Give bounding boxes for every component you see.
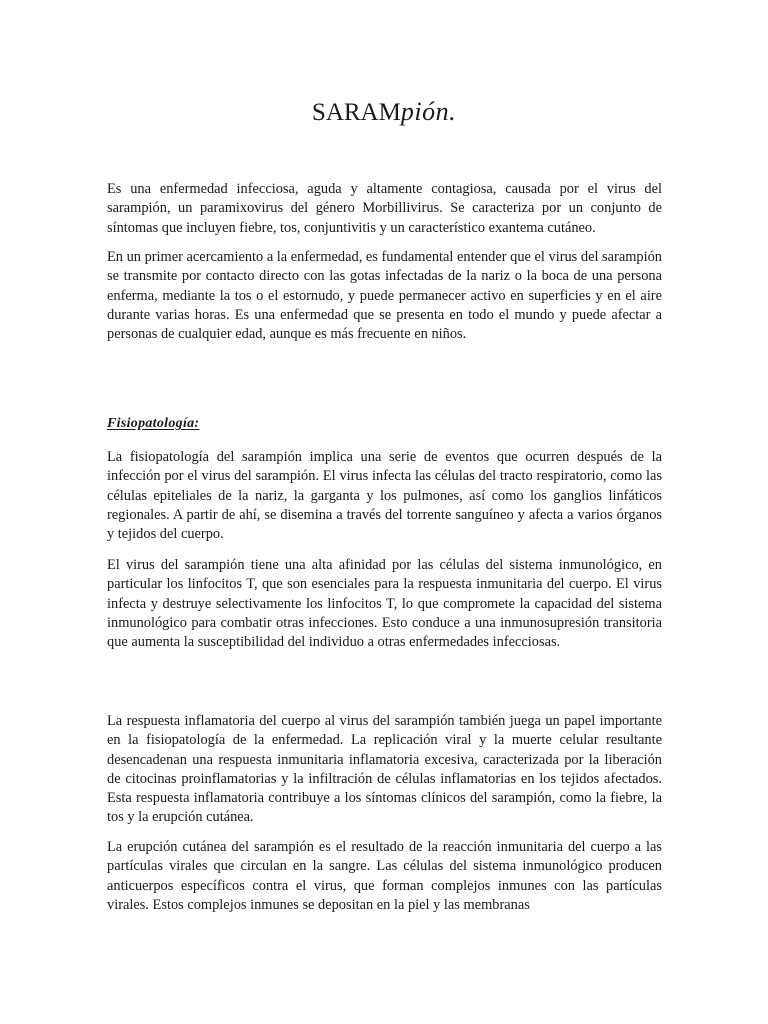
intro-paragraph-2: En un primer acercamiento a la enfermedad, es fundamental entender que el virus del sarampión se transmite por contacto directo con las gotas infectadas de la nariz o la boca de una persona enferma, mediante la tos o el estornudo, y puede permanecer activo en superficies y en el aire durante varias horas. Es una enfermedad que se presenta en todo el mundo y puede afectar a personas de cualquier edad, aunque es más frecuente en niños. — [107, 249, 663, 343]
title-script-text: pión. — [400, 97, 457, 126]
title-plain-text: SARAM — [311, 99, 401, 126]
page-title — [0, 96, 768, 129]
section-paragraph-2: El virus del sarampión tiene una alta afinidad por las células del sistema inmunológico, en particular los linfocitos T, que son esenciales para la respuesta inmunitaria del cuerpo. El virus infecta y destruye selectivamente los linfocitos T, lo que compromete la capacidad del sistema inmunológico para combatir otras infecciones. Esto conduce a una inmunosupresión transitoria que aumenta la susceptibilidad del individuo a otras enfermedades infecciosas. — [107, 557, 662, 651]
section-heading: Fisiopatología: — [107, 416, 200, 431]
section-paragraph-3: La respuesta inflamatoria del cuerpo al virus del sarampión también juega un papel importante en la fisiopatología de la enfermedad. La replicación viral y la muerte celular resultante desencadenan una respuesta inmunitaria inflamatoria excesiva, caracterizada por la liberación de citocinas proinflamatorias y la infiltración de células inflamatorias en los tejidos afectados. Esta respuesta inflamatoria contribuye a los síntomas clínicos del sarampión, como la fiebre, la tos y la erupción cutánea. — [107, 713, 662, 826]
intro-paragraph-1: Es una enfermedad infecciosa, aguda y altamente contagiosa, causada por el virus del sarampión, un paramixovirus del género Morbillivirus. Se caracteriza por un conjunto de síntomas que incluyen fiebre, tos, conjuntivitis y un característico exantema cutáneo. — [107, 181, 662, 236]
section-paragraph-1: La fisiopatología del sarampión implica una serie de eventos que ocurren después de la infección por el virus del sarampión. El virus infecta las células del tracto respiratorio, como las células epiteliales de la nariz, la garganta y los pulmones, así como los ganglios linfáticos regionales. A partir de ahí, se disemina a través del torrente sanguíneo y afecta a varios órganos y tejidos del cuerpo. — [107, 449, 662, 543]
section-paragraph-4: La erupción cutánea del sarampión es el resultado de la reacción inmunitaria del cuerpo a las partículas virales que circulan en la sangre. Las células del sistema inmunológico producen anticuerpos específicos contra el virus, que forman complejos inmunes con las partículas virales. Estos complejos inmunes se depositan en la piel y las membranas — [107, 839, 662, 913]
